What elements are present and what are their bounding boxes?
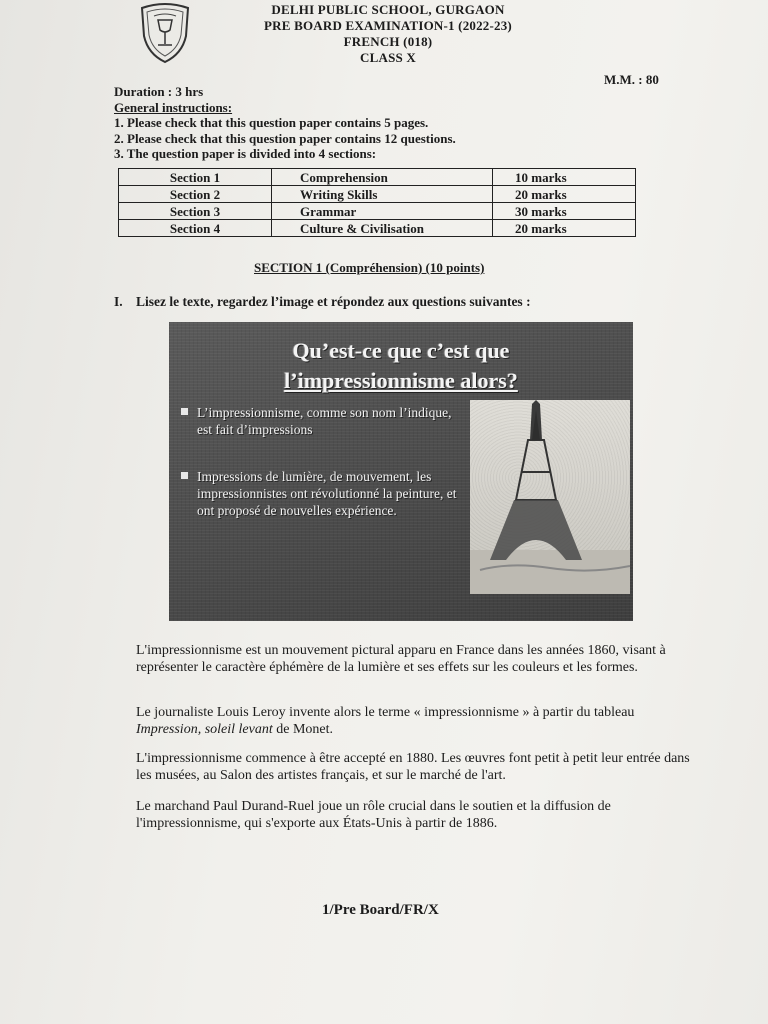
paragraph-2 [136, 704, 696, 738]
subject-name: FRENCH (018) [343, 34, 433, 49]
class-name: CLASS X [360, 50, 416, 65]
instruction-item: 1. Please check that this question paper contains 5 pages. [114, 115, 429, 130]
table-row [119, 220, 636, 237]
section-topic: Writing Skills [272, 186, 493, 203]
question-number: I. [114, 294, 123, 309]
page-footer: 1/Pre Board/FR/X [322, 902, 439, 918]
paragraph-2-end: de Monet. [272, 722, 334, 737]
section-marks: 20 marks [493, 220, 636, 237]
painting-title: Impression, soleil levant [136, 722, 273, 737]
impressionism-slide-image [169, 322, 633, 621]
section-label: Section 2 [119, 186, 272, 203]
eiffel-tower-photo [470, 400, 630, 594]
slide-title-line-2: l’impressionnisme alors? [284, 368, 518, 393]
duration: Duration : 3 hrs [114, 84, 204, 99]
school-crest-icon [136, 2, 194, 64]
slide-bullet-text: Impressions de lumière, de mouvement, les impressionnistes ont révolutionné la peinture, et ont proposé de nouvelles expérience. [197, 469, 457, 518]
table-row [119, 169, 636, 186]
instructions-heading: General instructions: [114, 99, 233, 115]
slide-bullet [179, 404, 469, 438]
paragraph-3: L'impressionnisme commence à être accepté en 1880. Les œuvres font petit à petit leur entrée dans les musées, au Salon des artistes français, et sur le marché de l'art. [136, 751, 690, 783]
max-marks: M.M. : 80 [604, 72, 659, 87]
school-name: DELHI PUBLIC SCHOOL, GURGAON [271, 2, 505, 17]
section-topic: Culture & Civilisation [272, 220, 493, 237]
slide-title [169, 336, 633, 396]
bullet-square-icon [181, 408, 188, 415]
instruction-item: 2. Please check that this question paper contains 12 questions. [114, 130, 456, 146]
sections-table [118, 168, 636, 237]
slide-bullet-text: L’impressionnisme, comme son nom l’indique, est fait d’impressions [197, 405, 452, 437]
slide-title-line-1: Qu’est-ce que c’est que [292, 338, 510, 363]
section-label: Section 1 [119, 169, 272, 186]
section-marks: 10 marks [493, 169, 636, 186]
slide-bullets [179, 404, 469, 549]
section-topic: Comprehension [272, 169, 493, 186]
section-label: Section 3 [119, 203, 272, 220]
section-title: SECTION 1 (Compréhension) (10 points) [254, 260, 485, 275]
question-text: Lisez le texte, regardez l’image et répondez aux questions suivantes : [136, 294, 531, 309]
table-row [119, 186, 636, 203]
paragraph-2-start: Le journaliste Louis Leroy invente alors le terme « impressionnisme » à partir du tableau [136, 705, 635, 720]
general-instructions [114, 84, 456, 162]
eiffel-tower-icon [470, 400, 630, 594]
section-marks: 30 marks [493, 203, 636, 220]
instruction-item: 3. The question paper is divided into 4 sections: [114, 146, 377, 161]
exam-name: PRE BOARD EXAMINATION-1 (2022-23) [264, 18, 512, 33]
exam-header [228, 2, 548, 66]
section-marks: 20 marks [493, 186, 636, 203]
paragraph-1: L'impressionnisme est un mouvement pictural apparu en France dans les années 1860, visant à représenter le caractère éphémère de la lumière et ses effets sur les couleurs et les formes. [136, 643, 666, 675]
table-row [119, 203, 636, 220]
question-prompt [114, 294, 531, 310]
section-topic: Grammar [272, 203, 493, 220]
slide-bullet [179, 468, 469, 519]
bullet-square-icon [181, 472, 188, 479]
paragraph-4: Le marchand Paul Durand-Ruel joue un rôle crucial dans le soutien et la diffusion de l'impressionnisme, qui s'exporte aux États-Unis à partir de 1886. [136, 799, 611, 831]
section-label: Section 4 [119, 220, 272, 237]
